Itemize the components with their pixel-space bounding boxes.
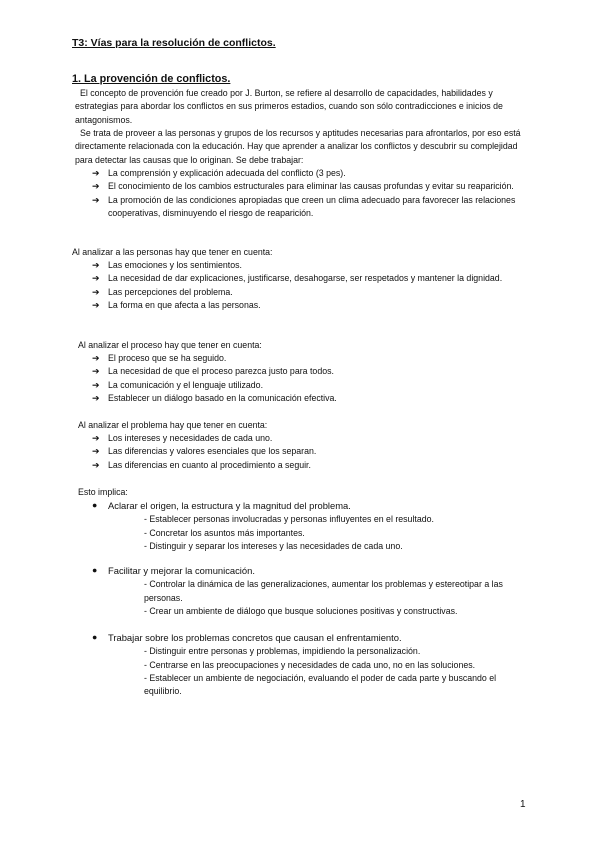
list-item: ➔ La forma en que afecta a las personas. xyxy=(92,299,532,312)
arrow-bullet-icon: ➔ xyxy=(92,273,100,284)
list-item: ➔ Las diferencias y valores esenciales que los separan. xyxy=(92,445,532,458)
bullet-dot-icon: ● xyxy=(92,632,98,642)
arrow-bullet-icon: ➔ xyxy=(92,299,100,310)
implies-group-1 xyxy=(92,499,522,553)
sub-item: - Controlar la dinámica de las generalizaciones, aumentar los problemas y estereotipar a las personas. xyxy=(144,579,503,603)
arrow-bullet-icon: ➔ xyxy=(92,353,100,363)
sub-item: - Distinguir y separar los intereses y las necesidades de cada uno. xyxy=(144,540,403,551)
sub-item: - Establecer un ambiente de negociación, evaluando el poder de cada parte y buscando el equilibrio. xyxy=(144,672,497,697)
list-item: ➔ La promoción de las condiciones apropiadas que creen un clima adecuado para favorecer las relaciones cooperativas, disminuyendo el riesgo de reaparición. xyxy=(92,194,516,218)
arrow-bullet-icon: ➔ xyxy=(92,260,100,270)
implies-group-3 xyxy=(92,631,522,698)
persons-intro: Al analizar a las personas hay que tener en cuenta: xyxy=(72,247,273,257)
list-item: ➔ Las percepciones del problema. xyxy=(92,286,532,299)
sub-list xyxy=(108,513,522,553)
sub-item: - Centrarse en las preocupaciones y necesidades de cada uno, no en las soluciones. xyxy=(144,659,476,670)
implies-intro: Esto implica: xyxy=(78,487,128,497)
paragraph-provention-definition: El concepto de provención fue creado por J. Burton, se refiere al desarrollo de capacidades, habilidades y estrategias para abordar los conflictos en sus primeros estadios, cuando son sólo contradicciones e inicios de antagonismos. xyxy=(75,88,503,125)
document-title: T3: Vías para la resolución de conflictos. xyxy=(72,37,276,49)
process-intro: Al analizar el proceso hay que tener en cuenta: xyxy=(78,340,262,350)
arrow-bullet-icon: ➔ xyxy=(92,392,100,403)
bullet-dot-icon: ● xyxy=(92,500,98,510)
list-item: ➔ Establecer un diálogo basado en la comunicación efectiva. xyxy=(92,392,532,405)
page-number: 1 xyxy=(520,799,526,810)
list-item: ➔ El conocimiento de los cambios estructurales para eliminar las causas profundas y evitar su reaparición. xyxy=(92,180,532,193)
sub-item: - Crear un ambiente de diálogo que busque soluciones positivas y constructivas. xyxy=(144,605,458,616)
arrow-bullet-icon: ➔ xyxy=(92,168,100,178)
paragraph-provention-purpose: Se trata de proveer a las personas y grupos de los recursos y aptitudes necesarias para afrontarlos, por eso está directamente relacionada con la educación. Hay que aprender a analizar los conflictos y descubrir su complejidad para detectar las causas que lo originan. Se debe trabajar: xyxy=(75,128,521,165)
arrow-bullet-icon: ➔ xyxy=(92,379,100,390)
list-item: ➔ Las emociones y los sentimientos. xyxy=(92,259,532,272)
sub-list xyxy=(108,645,522,698)
arrow-bullet-icon: ➔ xyxy=(92,366,100,377)
arrow-bullet-icon: ➔ xyxy=(92,286,100,297)
arrow-bullet-icon: ➔ xyxy=(92,194,100,205)
process-list xyxy=(92,352,532,405)
list-item: ➔ Las diferencias en cuanto al procedimiento a seguir. xyxy=(92,459,532,472)
arrow-bullet-icon: ➔ xyxy=(92,433,100,443)
list-item: ● Aclarar el origen, la estructura y la magnitud del problema. - Establecer personas involucradas y personas influyentes en el resultado. - Concretar los asuntos más importantes. - Distinguir y separar los intereses y las necesidades de cada uno. xyxy=(92,499,522,553)
sub-item: - Establecer personas involucradas y personas influyentes en el resultado. xyxy=(144,514,434,525)
arrow-bullet-icon: ➔ xyxy=(92,446,100,457)
list-item: ➔ El proceso que se ha seguido. xyxy=(92,352,532,365)
section-heading: 1. La provención de conflictos. xyxy=(72,73,231,85)
problem-list xyxy=(92,432,532,472)
list-item: ➔ La comunicación y el lenguaje utilizado. xyxy=(92,379,532,392)
list-item: ➔ La necesidad de que el proceso parezca justo para todos. xyxy=(92,365,532,378)
persons-list xyxy=(92,259,532,312)
list-item: ➔ La comprensión y explicación adecuada del conflicto (3 pes). xyxy=(92,167,532,180)
list-item: ● Trabajar sobre los problemas concretos que causan el enfrentamiento. - Distinguir entre personas y problemas, impidiendo la personalización. - Centrarse en las preocupaciones y necesidades de cada uno, no en las soluciones. - Establecer un ambiente de negociación, evaluando el poder de cada parte y buscando el equilibrio. xyxy=(92,631,522,698)
bullet-dot-icon: ● xyxy=(92,565,98,575)
sub-item: - Concretar los asuntos más importantes. xyxy=(144,527,305,538)
work-list xyxy=(92,167,532,220)
arrow-bullet-icon: ➔ xyxy=(92,459,100,470)
sub-item: - Distinguir entre personas y problemas, impidiendo la personalización. xyxy=(144,646,421,657)
sub-list xyxy=(108,578,522,618)
problem-intro: Al analizar el problema hay que tener en cuenta: xyxy=(78,420,268,430)
list-item: ➔ Los intereses y necesidades de cada uno. xyxy=(92,432,532,445)
list-item: ● Facilitar y mejorar la comunicación. - Controlar la dinámica de las generalizaciones, aumentar los problemas y estereotipar a las personas. - Crear un ambiente de diálogo que busque soluciones positivas y constructivas. xyxy=(92,564,522,618)
arrow-bullet-icon: ➔ xyxy=(92,181,100,192)
implies-group-2 xyxy=(92,564,522,618)
list-item: ➔ La necesidad de dar explicaciones, justificarse, desahogarse, ser respetados y mantener la dignidad. xyxy=(92,272,532,285)
